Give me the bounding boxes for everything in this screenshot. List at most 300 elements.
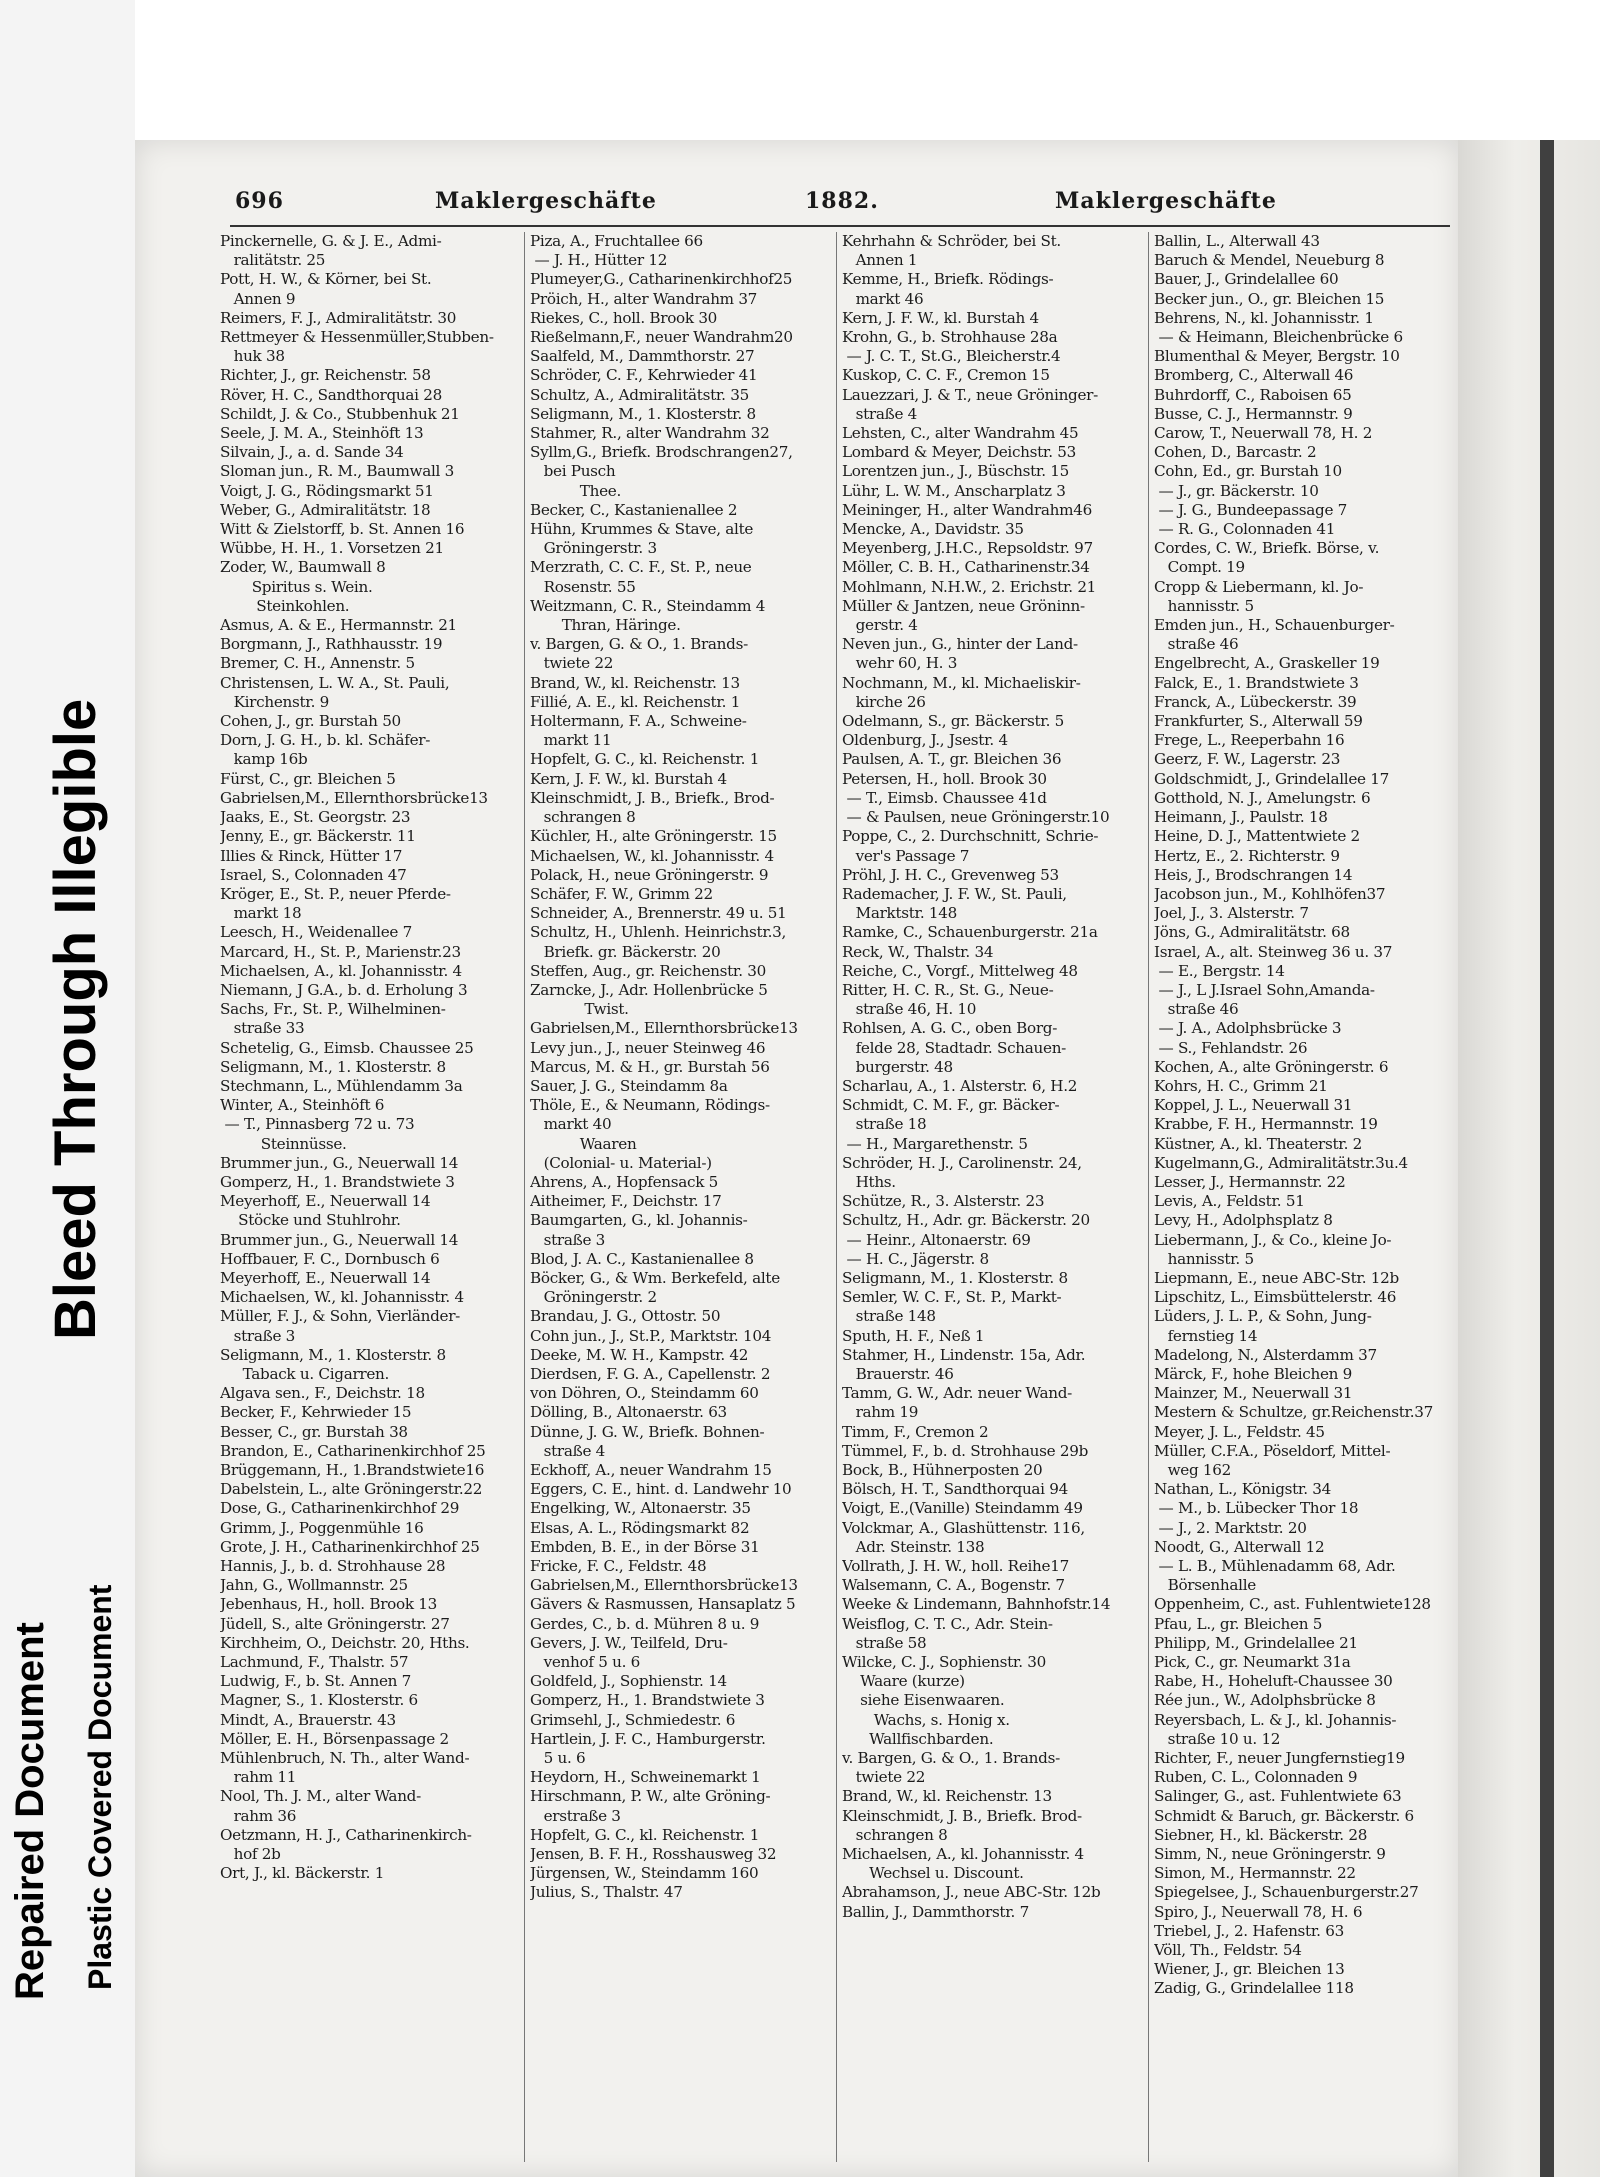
directory-entry: Kern, J. F. W., kl. Burstah 4: [842, 308, 1039, 327]
directory-entry: — H., Margarethenstr. 5: [842, 1134, 1028, 1153]
directory-entry: schrangen 8: [842, 1825, 948, 1844]
directory-entry: Franck, A., Lübeckerstr. 39: [1154, 692, 1357, 711]
directory-entry: — J. A., Adolphsbrücke 3: [1154, 1019, 1342, 1038]
directory-entry: Brand, W., kl. Reichenstr. 13: [842, 1787, 1052, 1806]
directory-entry: Völl, Th., Feldstr. 54: [1154, 1941, 1302, 1960]
directory-entry: Petersen, H., holl. Brook 30: [842, 769, 1047, 788]
directory-entry: Sputh, H. F., Neß 1: [842, 1326, 985, 1345]
directory-entry: twiete 22: [530, 654, 614, 673]
directory-entry: Cohn, Ed., gr. Burstah 10: [1154, 462, 1342, 481]
directory-entry: Schetelig, G., Eimsb. Chaussee 25: [220, 1038, 474, 1057]
directory-entry: — H. C., Jägerstr. 8: [842, 1249, 989, 1268]
directory-entry: Schneider, A., Brennerstr. 49 u. 51: [530, 904, 787, 923]
directory-entry: Müller & Jantzen, neue Gröninn-: [842, 596, 1085, 615]
directory-entry: Lehsten, C., alter Wandrahm 45: [842, 424, 1079, 443]
directory-entry: Asmus, A. & E., Hermannstr. 21: [220, 616, 457, 635]
directory-entry: Lachmund, F., Thalstr. 57: [220, 1653, 409, 1672]
directory-entry: Rettmeyer & Hessenmüller,Stubben-: [220, 328, 494, 347]
directory-entry: Pröich, H., alter Wandrahm 37: [530, 289, 758, 308]
directory-entry: Jöns, G., Admiralitätstr. 68: [1154, 923, 1350, 942]
directory-entry: Neven jun., G., hinter der Land-: [842, 635, 1078, 654]
directory-entry: Meyerhoff, E., Neuerwall 14: [220, 1192, 431, 1211]
directory-entry: Niemann, J G.A., b. d. Erholung 3: [220, 980, 468, 999]
directory-entry: Seligmann, M., 1. Klosterstr. 8: [220, 1345, 446, 1364]
directory-entry: Christensen, L. W. A., St. Pauli,: [220, 673, 450, 692]
directory-entry: straße 58: [842, 1633, 927, 1652]
directory-entry: Mestern & Schultze, gr.Reichenstr.37: [1154, 1403, 1434, 1422]
directory-entry: Julius, S., Thalstr. 47: [530, 1883, 683, 1902]
right-running-title: Maklergeschäfte: [1055, 188, 1277, 214]
header-rule: [230, 225, 1450, 227]
directory-entry: Hoffbauer, F. C., Dornbusch 6: [220, 1249, 440, 1268]
directory-entry: Winter, A., Steinhöft 6: [220, 1096, 385, 1115]
directory-entry: Cohn jun., J., St.P., Marktstr. 104: [530, 1326, 772, 1345]
directory-entry: Joel, J., 3. Alsterstr. 7: [1154, 904, 1309, 923]
directory-entry: Röver, H. C., Sandthorquai 28: [220, 385, 442, 404]
directory-entry: Sloman jun., R. M., Baumwall 3: [220, 462, 455, 481]
directory-entry: Leesch, H., Weidenallee 7: [220, 923, 412, 942]
directory-entry: Ritter, H. C. R., St. G., Neue-: [842, 980, 1054, 999]
directory-entry: Michaelsen, A., kl. Johannisstr. 4: [220, 961, 462, 980]
directory-entry: — J. C. T., St.G., Bleicherstr.4: [842, 347, 1061, 366]
directory-entry: Michaelsen, W., kl. Johannisstr. 4: [530, 846, 774, 865]
column-divider: [1148, 232, 1149, 2162]
directory-entry: Böcker, G., & Wm. Berkefeld, alte: [530, 1268, 780, 1287]
directory-entry: Rabe, H., Hoheluft-Chaussee 30: [1154, 1672, 1393, 1691]
directory-entry: Sachs, Fr., St. P., Wilhelminen-: [220, 1000, 446, 1019]
directory-entry: Ort, J., kl. Bäckerstr. 1: [220, 1864, 385, 1883]
directory-entry: Oetzmann, H. J., Catharinenkirch-: [220, 1825, 472, 1844]
column-4: [1154, 232, 1454, 2162]
directory-entry: Gävers & Rasmussen, Hansaplatz 5: [530, 1595, 796, 1614]
directory-entry: Bremer, C. H., Annenstr. 5: [220, 654, 415, 673]
directory-entry: Nool, Th. J. M., alter Wand-: [220, 1787, 421, 1806]
directory-entry: Rademacher, J. F. W., St. Pauli,: [842, 884, 1067, 903]
directory-entry: Madelong, N., Alsterdamm 37: [1154, 1345, 1377, 1364]
directory-entry: Riekes, C., holl. Brook 30: [530, 308, 718, 327]
directory-entry: Carow, T., Neuerwall 78, H. 2: [1154, 424, 1373, 443]
directory-entry: Schildt, J. & Co., Stubbenhuk 21: [220, 404, 460, 423]
directory-entry: Mencke, A., Davidstr. 35: [842, 520, 1024, 539]
directory-entry: Waaren: [530, 1134, 637, 1153]
directory-entry: Richter, J., gr. Reichenstr. 58: [220, 366, 431, 385]
directory-entry: Adr. Steinstr. 138: [842, 1537, 985, 1556]
directory-entry: Jahn, G., Wollmannstr. 25: [220, 1576, 408, 1595]
directory-entry: Gröningerstr. 3: [530, 539, 657, 558]
directory-entry: Siebner, H., kl. Bäckerstr. 28: [1154, 1825, 1368, 1844]
directory-entry: Lesser, J., Hermannstr. 22: [1154, 1172, 1346, 1191]
directory-entry: Zarncke, J., Adr. Hollenbrücke 5: [530, 980, 768, 999]
directory-entry: Dierdsen, F. G. A., Capellenstr. 2: [530, 1364, 771, 1383]
page-number: 696: [235, 188, 284, 214]
directory-entry: Liepmann, E., neue ABC-Str. 12b: [1154, 1268, 1399, 1287]
repaired-document-label: Repaired Document: [8, 1622, 52, 2000]
directory-entry: — Heinr., Altonaerstr. 69: [842, 1230, 1031, 1249]
directory-entry: Plumeyer,G., Catharinenkirchhof25: [530, 270, 793, 289]
directory-entry: Walsemann, C. A., Bogenstr. 7: [842, 1576, 1065, 1595]
directory-entry: Wiener, J., gr. Bleichen 13: [1154, 1960, 1345, 1979]
directory-entry: Brüggemann, H., 1.Brandstwiete16: [220, 1461, 485, 1479]
directory-entry: Scharlau, A., 1. Alsterstr. 6, H.2: [842, 1076, 1078, 1095]
directory-entry: hof 2b: [220, 1845, 281, 1864]
directory-entry: markt 46: [842, 289, 924, 308]
directory-entry: Lüders, J. L. P., & Sohn, Jung-: [1154, 1307, 1372, 1326]
page-edge: [1458, 140, 1600, 2177]
directory-entry: Silvain, J., a. d. Sande 34: [220, 443, 404, 462]
directory-entry: Fillié, A. E., kl. Reichenstr. 1: [530, 692, 741, 711]
directory-entry: Poppe, C., 2. Durchschnitt, Schrie-: [842, 827, 1099, 846]
directory-entry: Weitzmann, C. R., Steindamm 4: [530, 596, 766, 615]
directory-entry: Voigt, E.,(Vanille) Steindamm 49: [842, 1499, 1083, 1518]
directory-entry: Bölsch, H. T., Sandthorquai 94: [842, 1480, 1068, 1499]
directory-entry: burgerstr. 48: [842, 1057, 953, 1076]
directory-entry: Stahmer, H., Lindenstr. 15a, Adr.: [842, 1345, 1086, 1364]
directory-entry: Gevers, J. W., Teilfeld, Dru-: [530, 1633, 728, 1652]
directory-entry: huk 38: [220, 347, 285, 366]
directory-entry: kirche 26: [842, 692, 926, 711]
directory-entry: Mühlenbruch, N. Th., alter Wand-: [220, 1749, 470, 1768]
directory-entry: — & Paulsen, neue Gröningerstr.10: [842, 808, 1110, 827]
directory-entry: Zoder, W., Baumwall 8: [220, 558, 386, 577]
directory-entry: Seligmann, M., 1. Klosterstr. 8: [530, 404, 756, 423]
directory-entry: Michaelsen, A., kl. Johannisstr. 4: [842, 1845, 1084, 1864]
directory-entry: Thöle, E., & Neumann, Rödings-: [530, 1096, 770, 1115]
directory-entry: Spiritus s. Wein.: [220, 577, 373, 596]
column-3: [842, 232, 1142, 2162]
directory-entry: — J. H., Hütter 12: [530, 251, 668, 270]
bleed-through-label: Bleed Through Illegible: [43, 698, 108, 1340]
directory-entry: Triebel, J., 2. Hafenstr. 63: [1154, 1921, 1344, 1940]
directory-entry: (Colonial- u. Material-): [530, 1153, 712, 1172]
directory-entry: Blod, J. A. C., Kastanienallee 8: [530, 1249, 754, 1268]
directory-entry: Tamm, G. W., Adr. neuer Wand-: [842, 1384, 1072, 1403]
directory-entry: Baruch & Mendel, Neueburg 8: [1154, 251, 1385, 270]
directory-entry: Lombard & Meyer, Deichstr. 53: [842, 443, 1076, 462]
page-header: [235, 188, 1450, 222]
directory-entry: Deeke, M. W. H., Kampstr. 42: [530, 1345, 749, 1364]
directory-entry: erstraße 3: [530, 1806, 621, 1825]
directory-entry: — J., L J.Israel Sohn,Amanda-: [1154, 980, 1375, 999]
directory-entry: Borgmann, J., Rathhausstr. 19: [220, 635, 443, 654]
directory-entry: Bromberg, C., Alterwall 46: [1154, 366, 1354, 385]
directory-entry: Seele, J. M. A., Steinhöft 13: [220, 424, 424, 443]
directory-entry: — R. G., Colonnaden 41: [1154, 520, 1336, 539]
directory-entry: Israel, A., alt. Steinweg 36 u. 37: [1154, 942, 1393, 961]
directory-entry: Eckhoff, A., neuer Wandrahm 15: [530, 1461, 772, 1479]
directory-entry: Meyer, J. L., Feldstr. 45: [1154, 1422, 1325, 1441]
directory-entry: Becker, C., Kastanienallee 2: [530, 500, 738, 519]
directory-entry: Kleinschmidt, J. B., Briefk. Brod-: [842, 1806, 1082, 1825]
directory-entry: Hartlein, J. F. C., Hamburgerstr.: [530, 1729, 766, 1748]
directory-entry: Mohlmann, N.H.W., 2. Erichstr. 21: [842, 577, 1097, 596]
directory-entry: Richter, F., neuer Jungfernstieg19: [1154, 1749, 1405, 1768]
directory-entry: Pick, C., gr. Neumarkt 31a: [1154, 1653, 1351, 1672]
column-divider: [836, 232, 837, 2162]
directory-entry: Tümmel, F., b. d. Strohhause 29b: [842, 1441, 1088, 1460]
directory-entry: Pinckernelle, G. & J. E., Admi-: [220, 232, 442, 250]
directory-entry: Ahrens, A., Hopfensack 5: [530, 1172, 719, 1191]
directory-entry: Möller, C. B. H., Catharinenstr.34: [842, 558, 1090, 577]
directory-entry: Gerdes, C., b. d. Mühren 8 u. 9: [530, 1614, 760, 1633]
directory-entry: Vollrath, J. H. W., holl. Reihe17: [842, 1557, 1069, 1576]
directory-entry: Brummer jun., G., Neuerwall 14: [220, 1230, 459, 1249]
directory-entry: Baumgarten, G., kl. Johannis-: [530, 1211, 748, 1230]
directory-entry: Börsenhalle: [1154, 1576, 1256, 1595]
directory-entry: Ballin, J., Dammthorstr. 7: [842, 1902, 1029, 1921]
directory-entry: Wallfischbarden.: [842, 1729, 994, 1748]
directory-entry: Mindt, A., Brauerstr. 43: [220, 1710, 396, 1729]
directory-entry: Magner, S., 1. Klosterstr. 6: [220, 1691, 418, 1710]
directory-entry: straße 4: [842, 404, 918, 423]
directory-entry: Ludwig, F., b. St. Annen 7: [220, 1672, 412, 1691]
directory-entry: Israel, S., Colonnaden 47: [220, 865, 407, 884]
directory-entry: Grote, J. H., Catharinenkirchhof 25: [220, 1537, 480, 1556]
directory-entry: Grimm, J., Poggenmühle 16: [220, 1518, 424, 1537]
directory-entry: Weisflog, C. T. C., Adr. Stein-: [842, 1614, 1053, 1633]
directory-entry: Volckmar, A., Glashüttenstr. 116,: [842, 1518, 1085, 1537]
directory-entry: straße 18: [842, 1115, 927, 1134]
directory-entry: Becker jun., O., gr. Bleichen 15: [1154, 289, 1385, 308]
directory-entry: Levy jun., J., neuer Steinweg 46: [530, 1038, 766, 1057]
directory-entry: Mainzer, M., Neuerwall 31: [1154, 1384, 1353, 1403]
directory-entry: Koppel, J. L., Neuerwall 31: [1154, 1096, 1353, 1115]
directory-entry: Krabbe, F. H., Hermannstr. 19: [1154, 1115, 1378, 1134]
directory-entry: Pott, H. W., & Körner, bei St.: [220, 270, 432, 289]
directory-entry: Schultz, A., Admiralitätstr. 35: [530, 385, 749, 404]
directory-entry: — M., b. Lübecker Thor 18: [1154, 1499, 1359, 1518]
directory-entry: Elsas, A. L., Rödingsmarkt 82: [530, 1518, 750, 1537]
directory-entry: Jaaks, E., St. Georgstr. 23: [220, 808, 411, 827]
directory-entry: weg 162: [1154, 1461, 1232, 1479]
directory-entry: Noodt, G., Alterwall 12: [1154, 1537, 1325, 1556]
directory-entry: venhof 5 u. 6: [530, 1653, 640, 1672]
directory-entry: straße 148: [842, 1307, 936, 1326]
directory-entry: Semler, W. C. F., St. P., Markt-: [842, 1288, 1062, 1307]
directory-entry: Brandon, E., Catharinenkirchhof 25: [220, 1441, 486, 1460]
directory-entry: Reyersbach, L. & J., kl. Johannis-: [1154, 1710, 1397, 1729]
directory-entry: Gabrielsen,M., Ellernthorsbrücke13: [530, 1019, 798, 1038]
directory-entry: Seligmann, M., 1. Klosterstr. 8: [842, 1268, 1068, 1287]
directory-entry: Ruben, C. L., Colonnaden 9: [1154, 1768, 1358, 1787]
directory-entry: rahm 19: [842, 1403, 919, 1422]
directory-entry: Goldfeld, J., Sophienstr. 14: [530, 1672, 727, 1691]
directory-entry: rahm 36: [220, 1806, 297, 1825]
directory-entry: Wachs, s. Honig x.: [842, 1710, 1010, 1729]
directory-entry: — L. B., Mühlenadamm 68, Adr.: [1154, 1557, 1396, 1576]
directory-entry: Oppenheim, C., ast. Fuhlentwiete128: [1154, 1595, 1431, 1614]
directory-entry: Levy, H., Adolphsplatz 8: [1154, 1211, 1333, 1230]
directory-entry: twiete 22: [842, 1768, 926, 1787]
directory-entry: kamp 16b: [220, 750, 308, 769]
directory-entry: ralitätstr. 25: [220, 251, 326, 270]
directory-entry: Jacobson jun., M., Kohlhöfen37: [1154, 884, 1386, 903]
directory-entry: Wilcke, C. J., Sophienstr. 30: [842, 1653, 1046, 1672]
directory-entry: hannisstr. 5: [1154, 596, 1254, 615]
directory-entry: straße 3: [220, 1326, 296, 1345]
directory-entry: Levis, A., Feldstr. 51: [1154, 1192, 1305, 1211]
directory-entry: Steinnüsse.: [220, 1134, 347, 1153]
directory-entry: fernstieg 14: [1154, 1326, 1258, 1345]
directory-entry: straße 46, H. 10: [842, 1000, 977, 1019]
directory-entry: Dabelstein, L., alte Gröningerstr.22: [220, 1480, 483, 1499]
directory-entry: — & Heimann, Bleichenbrücke 6: [1154, 328, 1403, 347]
directory-entry: straße 33: [220, 1019, 305, 1038]
directory-entry: Engelbrecht, A., Graskeller 19: [1154, 654, 1380, 673]
directory-entry: Eggers, C. E., hint. d. Landwehr 10: [530, 1480, 792, 1499]
directory-entry: Lühr, L. W. M., Anscharplatz 3: [842, 481, 1066, 500]
directory-entry: Polack, H., neue Gröningerstr. 9: [530, 865, 769, 884]
directory-entry: Holtermann, F. A., Schweine-: [530, 712, 747, 731]
directory-entry: Rosenstr. 55: [530, 577, 636, 596]
directory-entry: Voigt, J. G., Rödingsmarkt 51: [220, 481, 434, 500]
directory-entry: Ballin, L., Alterwall 43: [1154, 232, 1320, 250]
plastic-covered-label: Plastic Covered Document: [82, 1584, 118, 1990]
directory-entry: Schultz, H., Adr. gr. Bäckerstr. 20: [842, 1211, 1090, 1230]
directory-entry: Märck, F., hohe Bleichen 9: [1154, 1364, 1353, 1383]
directory-entry: Heis, J., Brodschrangen 14: [1154, 865, 1353, 884]
directory-entry: gerstr. 4: [842, 616, 918, 635]
directory-entry: Taback u. Cigarren.: [220, 1364, 390, 1383]
binding-strip: [1540, 140, 1554, 2177]
directory-entry: Bock, B., Hühnerposten 20: [842, 1461, 1043, 1479]
directory-entry: Brand, W., kl. Reichenstr. 13: [530, 673, 740, 692]
directory-entry: Fricke, F. C., Feldstr. 48: [530, 1557, 707, 1576]
directory-entry: 5 u. 6: [530, 1749, 586, 1768]
directory-entry: Merzrath, C. C. F., St. P., neue: [530, 558, 752, 577]
directory-entry: — J., gr. Bäckerstr. 10: [1154, 481, 1319, 500]
directory-entry: Briefk. gr. Bäckerstr. 20: [530, 942, 721, 961]
directory-entry: Reiche, C., Vorgf., Mittelweg 48: [842, 961, 1078, 980]
directory-entry: straße 3: [530, 1230, 606, 1249]
directory-entry: Brandau, J. G., Ottostr. 50: [530, 1307, 721, 1326]
directory-entry: Thee.: [530, 481, 622, 500]
directory-entry: Cohen, D., Barcastr. 2: [1154, 443, 1317, 462]
directory-entry: Frankfurter, S., Alterwall 59: [1154, 712, 1363, 731]
directory-entry: Ramke, C., Schauenburgerstr. 21a: [842, 923, 1098, 942]
directory-entry: Marcard, H., St. P., Marienstr.23: [220, 942, 461, 961]
directory-entry: — J., 2. Marktstr. 20: [1154, 1518, 1307, 1537]
directory-entry: Jüdell, S., alte Gröningerstr. 27: [220, 1614, 450, 1633]
directory-entry: Brummer jun., G., Neuerwall 14: [220, 1153, 459, 1172]
directory-entry: Nathan, L., Königstr. 34: [1154, 1480, 1331, 1499]
directory-entry: Blumenthal & Meyer, Bergstr. 10: [1154, 347, 1400, 366]
directory-entry: felde 28, Stadtadr. Schauen-: [842, 1038, 1067, 1057]
directory-entry: Hühn, Krummes & Stave, alte: [530, 520, 754, 539]
directory-entry: Syllm,G., Briefk. Brodschrangen27,: [530, 443, 793, 462]
directory-entry: markt 18: [220, 904, 302, 923]
directory-entry: markt 40: [530, 1115, 612, 1134]
directory-entry: Stechmann, L., Mühlendamm 3a: [220, 1076, 463, 1095]
directory-entry: Kröger, E., St. P., neuer Pferde-: [220, 884, 451, 903]
directory-entry: Twist.: [530, 1000, 629, 1019]
directory-entry: Kohrs, H. C., Grimm 21: [1154, 1076, 1328, 1095]
directory-entry: Odelmann, S., gr. Bäckerstr. 5: [842, 712, 1064, 731]
directory-entry: Falck, E., 1. Brandstwiete 3: [1154, 673, 1359, 692]
directory-entry: Saalfeld, M., Dammthorstr. 27: [530, 347, 755, 366]
directory-entry: Reimers, F. J., Admiralitätstr. 30: [220, 308, 457, 327]
directory-entry: Illies & Rinck, Hütter 17: [220, 846, 403, 865]
directory-entry: Weber, G., Admiralitätstr. 18: [220, 500, 431, 519]
directory-entry: Krohn, G., b. Strohhause 28a: [842, 328, 1058, 347]
directory-entry: Lipschitz, L., Eimsbüttelerstr. 46: [1154, 1288, 1397, 1307]
directory-entry: Heydorn, H., Schweinemarkt 1: [530, 1768, 761, 1787]
directory-entry: Pröhl, J. H. C., Grevenweg 53: [842, 865, 1059, 884]
directory-entry: Jebenhaus, H., holl. Brook 13: [220, 1595, 438, 1614]
directory-entry: Thran, Häringe.: [530, 616, 681, 635]
directory-entry: Heimann, J., Paulstr. 18: [1154, 808, 1328, 827]
directory-entry: Hths.: [842, 1172, 896, 1191]
directory-entry: Cordes, C. W., Briefk. Börse, v.: [1154, 539, 1380, 558]
directory-entry: Meyerhoff, E., Neuerwall 14: [220, 1268, 431, 1287]
directory-entry: Becker, F., Kehrwieder 15: [220, 1403, 412, 1422]
directory-entry: Lauezzari, J. & T., neue Gröninger-: [842, 385, 1098, 404]
directory-entry: Fürst, C., gr. Bleichen 5: [220, 769, 396, 788]
left-running-title: Maklergeschäfte: [435, 188, 657, 214]
directory-entry: ver's Passage 7: [842, 846, 970, 865]
column-2: [530, 232, 830, 2162]
directory-entry: Schröder, H. J., Carolinenstr. 24,: [842, 1153, 1082, 1172]
directory-entry: Reck, W., Thalstr. 34: [842, 942, 994, 961]
directory-entry: Spiegelsee, J., Schauenburgerstr.27: [1154, 1883, 1419, 1902]
directory-entry: Steinkohlen.: [220, 596, 350, 615]
directory-entry: Annen 1: [842, 251, 918, 270]
directory-entry: Piza, A., Fruchtallee 66: [530, 232, 703, 250]
directory-entry: rahm 11: [220, 1768, 297, 1787]
directory-entry: — S., Fehlandstr. 26: [1154, 1038, 1308, 1057]
directory-entry: Geerz, F. W., Lagerstr. 23: [1154, 750, 1341, 769]
directory-entry: Hannis, J., b. d. Strohhause 28: [220, 1557, 446, 1576]
directory-entry: straße 10 u. 12: [1154, 1729, 1281, 1748]
directory-entry: Abrahamson, J., neue ABC-Str. 12b: [842, 1883, 1101, 1902]
directory-entry: Liebermann, J., & Co., kleine Jo-: [1154, 1230, 1392, 1249]
directory-entry: Sauer, J. G., Steindamm 8a: [530, 1076, 728, 1095]
directory-entry: Goldschmidt, J., Grindelallee 17: [1154, 769, 1389, 788]
directory-entry: Hertz, E., 2. Richterstr. 9: [1154, 846, 1340, 865]
directory-entry: Küstner, A., kl. Theaterstr. 2: [1154, 1134, 1362, 1153]
directory-entry: Pfau, L., gr. Bleichen 5: [1154, 1614, 1323, 1633]
directory-entry: Heine, D. J., Mattentwiete 2: [1154, 827, 1360, 846]
directory-entry: v. Bargen, G. & O., 1. Brands-: [842, 1749, 1060, 1768]
directory-entry: Simon, M., Hermannstr. 22: [1154, 1864, 1356, 1883]
directory-entry: Küchler, H., alte Gröningerstr. 15: [530, 827, 777, 846]
directory-entry: Embden, B. E., in der Börse 31: [530, 1537, 760, 1556]
directory-entry: Müller, F. J., & Sohn, Vierländer-: [220, 1307, 461, 1326]
directory-entry: straße 4: [530, 1441, 606, 1460]
directory-entry: Schmidt & Baruch, gr. Bäckerstr. 6: [1154, 1806, 1414, 1825]
directory-entry: — J. G., Bundeepassage 7: [1154, 500, 1348, 519]
directory-entry: Dünne, J. G. W., Briefk. Bohnen-: [530, 1422, 765, 1441]
directory-entry: wehr 60, H. 3: [842, 654, 958, 673]
directory-entry: Schäfer, F. W., Grimm 22: [530, 884, 713, 903]
directory-entry: Gröningerstr. 2: [530, 1288, 657, 1307]
directory-entry: Behrens, N., kl. Johannisstr. 1: [1154, 308, 1374, 327]
directory-entry: Frege, L., Reeperbahn 16: [1154, 731, 1345, 750]
directory-entry: Marcus, M. & H., gr. Burstah 56: [530, 1057, 770, 1076]
directory-entry: Bauer, J., Grindelallee 60: [1154, 270, 1339, 289]
directory-entry: v. Bargen, G. & O., 1. Brands-: [530, 635, 748, 654]
directory-entry: Jürgensen, W., Steindamm 160: [530, 1864, 759, 1883]
directory-entry: Busse, C. J., Hermannstr. 9: [1154, 404, 1353, 423]
year: 1882.: [805, 188, 879, 214]
directory-entry: Dose, G., Catharinenkirchhof 29: [220, 1499, 460, 1518]
directory-entry: Algava sen., F., Deichstr. 18: [220, 1384, 425, 1403]
directory-entry: Buhrdorff, C., Raboisen 65: [1154, 385, 1352, 404]
directory-entry: Hopfelt, G. C., kl. Reichenstr. 1: [530, 1825, 760, 1844]
directory-entry: Salinger, G., ast. Fuhlentwiete 63: [1154, 1787, 1402, 1806]
directory-entry: Kern, J. F. W., kl. Burstah 4: [530, 769, 727, 788]
directory-entry: Rießelmann,F., neuer Wandrahm20: [530, 328, 793, 347]
directory-entry: Jenny, E., gr. Bäckerstr. 11: [220, 827, 416, 846]
